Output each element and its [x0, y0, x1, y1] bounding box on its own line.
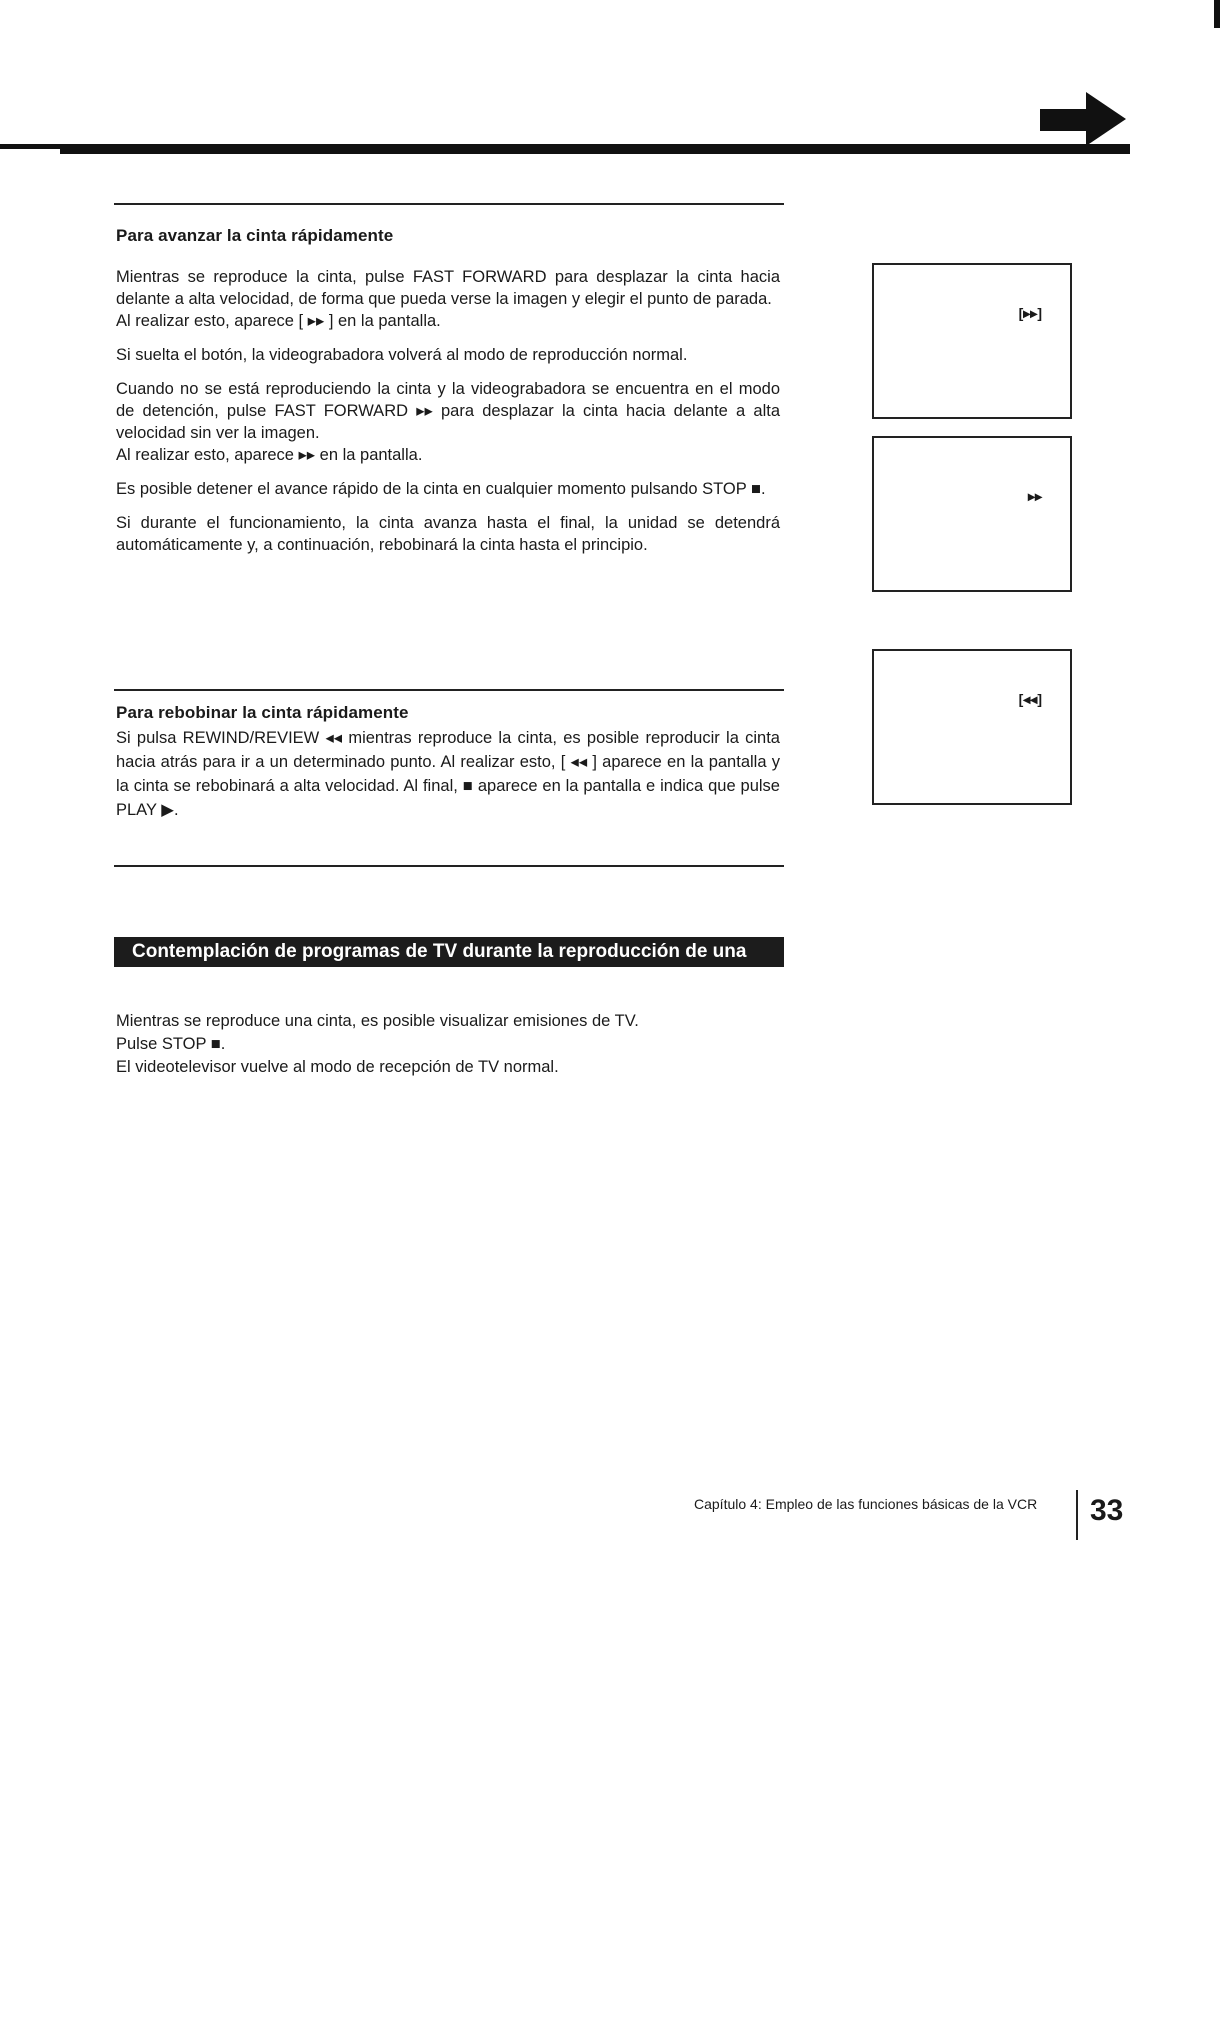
ff-paragraph-1-line-2: Al realizar esto, aparece [ ▸▸ ] en la pantalla.	[116, 312, 441, 330]
tv-line-3: El videotelevisor vuelve al modo de recepción de TV normal.	[116, 1058, 559, 1076]
ff-paragraph-2: Si suelta el botón, la videograbadora volverá al modo de reproducción normal.	[116, 346, 688, 364]
next-page-arrow-icon	[1040, 92, 1126, 146]
ff-paragraph-3-line-2: Al realizar esto, aparece ▸▸ en la pantalla.	[116, 446, 423, 464]
section-divider	[114, 689, 784, 691]
scan-edge-mark	[1214, 0, 1220, 28]
page-number: 33	[1090, 1494, 1124, 1527]
header-rule	[0, 144, 1130, 154]
ff-paragraph-5: Si durante el funcionamiento, la cinta avanza hasta el final, la unidad se detendrá automáticamente y, a continuación, rebobinará la cinta hasta el principio.	[116, 514, 780, 554]
fast-forward-indicator: ▸▸	[1027, 488, 1042, 504]
ff-paragraph-4: Es posible detener el avance rápido de la cinta en cualquier momento pulsando STOP ■.	[116, 480, 766, 498]
fast-forward-body	[116, 266, 780, 556]
tv-screen-rewind	[872, 649, 1072, 805]
rewind-paragraph: Si pulsa REWIND/REVIEW ◂◂ mientras reproduce la cinta, es posible reproducir la cinta hacia atrás para ir a un determinado punto. Al realizar esto, [ ◂◂ ] aparece en la pantalla y la cinta se rebobinará a alta velocidad. Al final, ■ aparece en la pantalla e indica que pulse PLAY ▶.	[116, 729, 780, 819]
header-rule-taper	[0, 149, 60, 154]
fast-forward-heading: Para avanzar la cinta rápidamente	[116, 226, 394, 245]
tv-during-playback-body	[116, 1010, 780, 1079]
tv-during-playback-banner: Contemplación de programas de TV durante la reproducción de una cinta	[114, 937, 784, 967]
tv-line-1: Mientras se reproduce una cinta, es posible visualizar emisiones de TV.	[116, 1012, 639, 1030]
tv-line-2: Pulse STOP ■.	[116, 1035, 226, 1053]
chapter-footer: Capítulo 4: Empleo de las funciones básicas de la VCR	[694, 1496, 1038, 1512]
tv-screen-fast-forward-play	[872, 263, 1072, 419]
section-divider	[114, 203, 784, 205]
rewind-body	[116, 726, 780, 822]
rewind-heading: Para rebobinar la cinta rápidamente	[116, 703, 409, 722]
rewind-bracket-indicator: [◂◂]	[1018, 691, 1042, 707]
tv-screen-fast-forward-stop	[872, 436, 1072, 592]
footer-divider	[1076, 1490, 1078, 1540]
ff-paragraph-1-line-1: Mientras se reproduce la cinta, pulse FAST FORWARD para desplazar la cinta hacia delante a alta velocidad, de forma que pueda verse la imagen y elegir el punto de parada.	[116, 268, 780, 308]
ff-paragraph-3-line-1: Cuando no se está reproduciendo la cinta y la videograbadora se encuentra en el modo de detención, pulse FAST FORWARD ▸▸ para desplazar la cinta hacia delante a alta velocidad sin ver la imagen.	[116, 380, 780, 442]
section-divider	[114, 865, 784, 867]
fast-forward-bracket-indicator: [▸▸]	[1018, 305, 1042, 321]
